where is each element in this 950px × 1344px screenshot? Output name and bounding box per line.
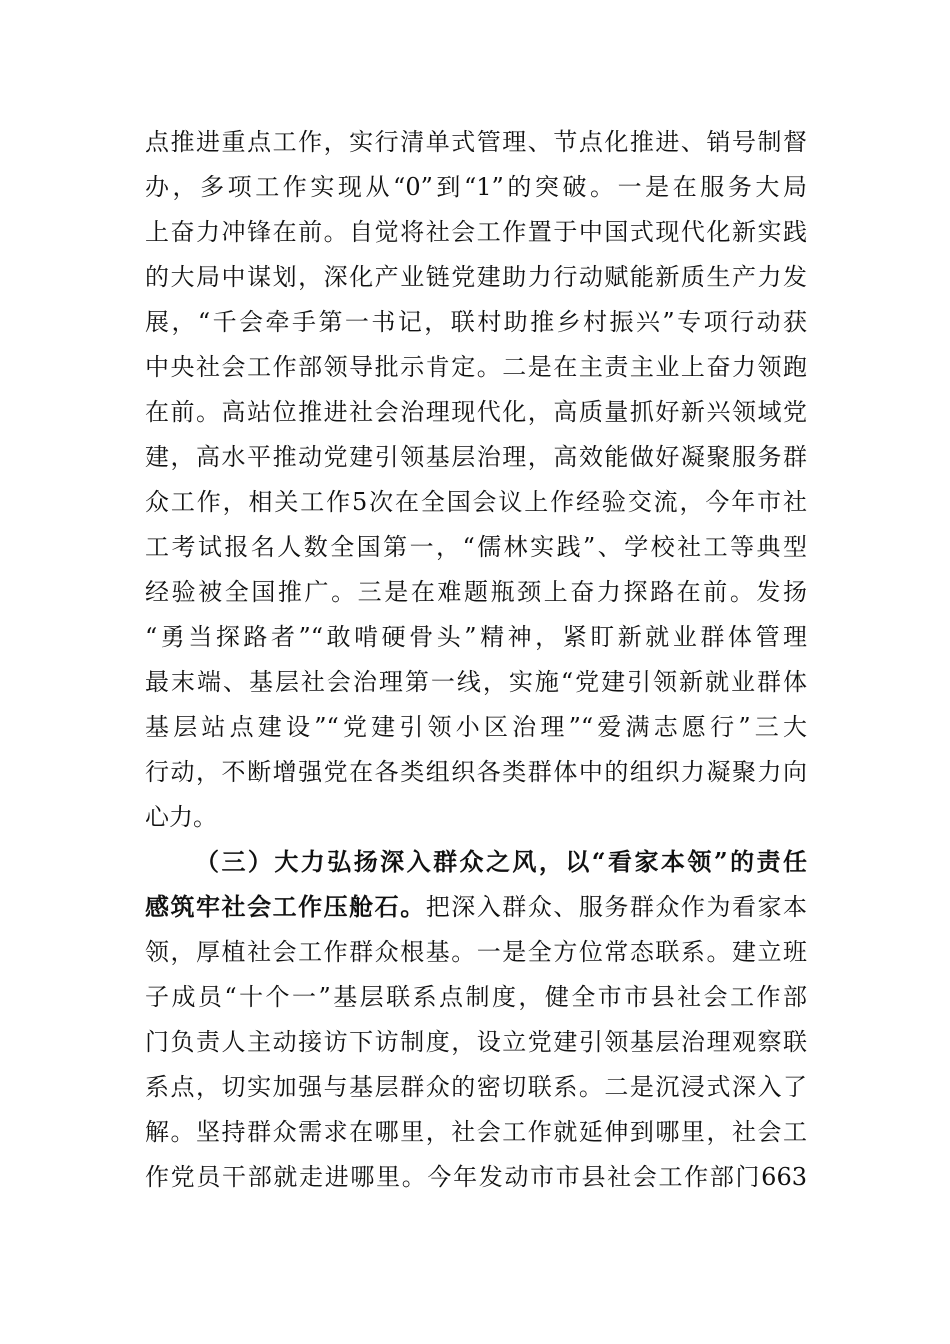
text-line-mixed bbox=[145, 888, 807, 926]
text-line: 上奋力冲锋在前。自觉将社会工作置于中国式现代化新实践 bbox=[145, 218, 807, 246]
text-line: 中央社会工作部领导批示肯定。二是在主责主业上奋力领跑 bbox=[145, 353, 807, 381]
text-line: 点推进重点工作，实行清单式管理、节点化推进、销号制督 bbox=[145, 128, 807, 156]
text-line: 展，“千会牵手第一书记，联村助推乡村振兴”专项行动获 bbox=[145, 308, 807, 336]
text-segment: 把深入群众、服务群众作为看家本 bbox=[425, 893, 808, 921]
text-line: 建，高水平推动党建引领基层治理，高效能做好凝聚服务群 bbox=[145, 443, 807, 471]
text-line: 经验被全国推广。三是在难题瓶颈上奋力探路在前。发扬 bbox=[145, 578, 807, 606]
text-line: 最末端、基层社会治理第一线，实施“党建引领新就业群体 bbox=[145, 668, 807, 696]
text-line: 门负责人主动接访下访制度，设立党建引领基层治理观察联 bbox=[145, 1028, 807, 1056]
text-line: 在前。高站位推进社会治理现代化，高质量抓好新兴领域党 bbox=[145, 398, 807, 426]
section-heading-end: 感筑牢社会工作压舱石。 bbox=[145, 892, 426, 921]
text-line: 子成员“十个一”基层联系点制度，健全市市县社会工作部 bbox=[145, 983, 807, 1011]
text-line: 心力。 bbox=[145, 803, 217, 831]
text-line: 工考试报名人数全国第一，“儒林实践”、学校社工等典型 bbox=[145, 533, 807, 561]
text-line: 作党员干部就走进哪里。今年发动市市县社会工作部门663 bbox=[145, 1163, 807, 1191]
text-line: 领，厚植社会工作群众根基。一是全方位常态联系。建立班 bbox=[145, 938, 807, 966]
text-line: 众工作，相关工作5次在全国会议上作经验交流，今年市社 bbox=[145, 488, 807, 516]
text-line: 基层站点建设”“党建引领小区治理”“爱满志愿行”三大 bbox=[145, 713, 807, 741]
text-line: 行动，不断增强党在各类组织各类群体中的组织力凝聚力向 bbox=[145, 758, 807, 786]
text-line: “勇当探路者”“敢啃硬骨头”精神，紧盯新就业群体管理 bbox=[145, 623, 807, 651]
text-line: 系点，切实加强与基层群众的密切联系。二是沉浸式深入了 bbox=[145, 1073, 807, 1101]
text-line: 办，多项工作实现从“0”到“1”的突破。一是在服务大局 bbox=[145, 173, 807, 201]
text-line: 解。坚持群众需求在哪里，社会工作就延伸到哪里，社会工 bbox=[145, 1118, 807, 1146]
section-heading: （三）大力弘扬深入群众之风，以“看家本领”的责任 bbox=[195, 847, 807, 876]
text-line: 的大局中谋划，深化产业链党建助力行动赋能新质生产力发 bbox=[145, 263, 807, 291]
